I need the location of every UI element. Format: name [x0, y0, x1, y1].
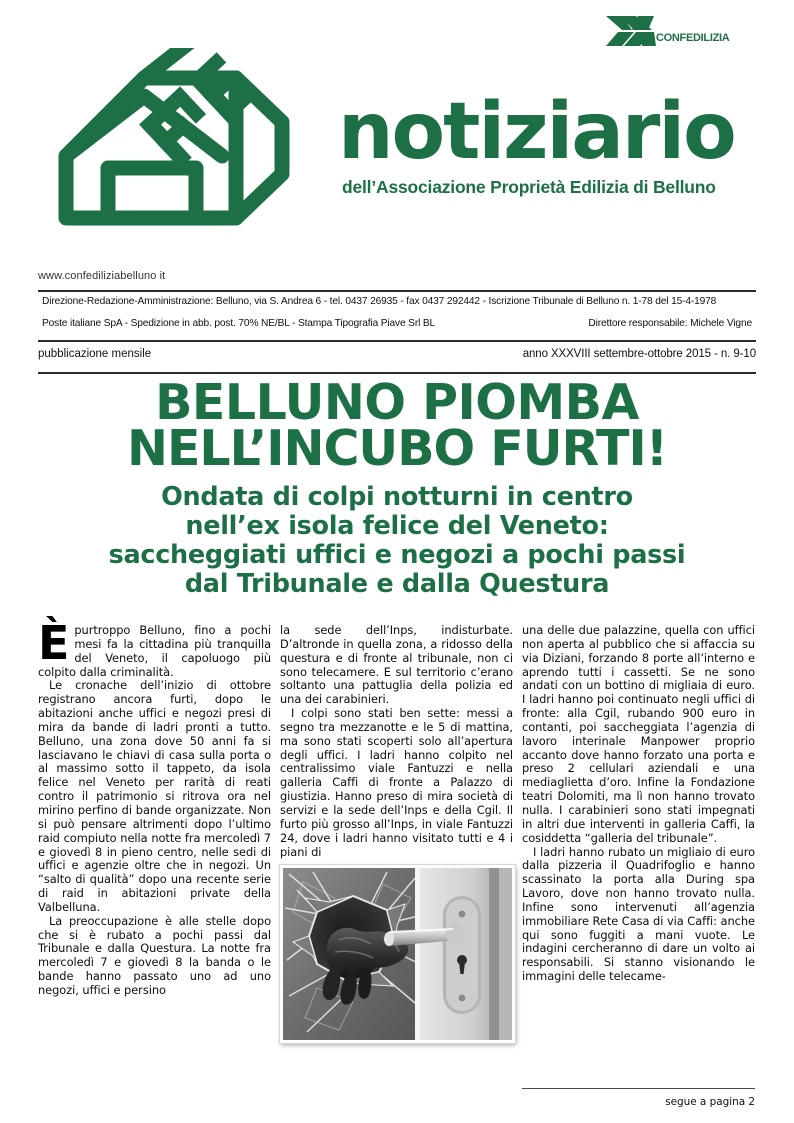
paragraph: I ladri hanno rubato un migliaio di euro dalla pizzeria il Quadrifoglio e hanno scassinato la porta alla During spa Lavoro, dove non hanno trovato nulla. Infine sono intervenuti all’agenzia immobiliare Rete Casa di via Caffi: anche qui sono fuggiti a mani vuote. Le indagini cercheranno di dare un volto ai responsabili. Si stanno visionando le immagini delle telecame-: [522, 844, 755, 984]
issue-line: [38, 348, 756, 360]
paragraph: I colpi sono stati ben sette: messi a segno tra mezzanotte e le 5 di mattina, ma sono stati scoperti solo all’apertura degli uffici. I ladri hanno colpito nel centralissimo viale Fantuzzi e nella galleria Caffi di fronte a Palazzo di giustizia. Hanno preso di mira società di servizi e la sede dell’Inps e della Cgil. Il furto più grosso all’Inps, in viale Fantuzzi 24, dove i ladri hanno visitato tutti e 4 i piani di: [280, 706, 513, 859]
colophon-line-1: Direzione-Redazione-Amministrazione: Belluno, via S. Andrea 6 - tel. 0437 26935 - fax 0437 292442 - Iscrizione Tribunale di Belluno n. 1-78 del 15-4-1978: [42, 296, 717, 307]
colophon-line-2: [42, 318, 752, 329]
article-column-2: [280, 624, 513, 1114]
subhead-line-1: Ondata di colpi notturni in centro: [161, 482, 633, 512]
publication-title: notiziario: [338, 87, 735, 177]
publication-subtitle: dell’Associazione Proprietà Edilizia di Belluno: [342, 177, 716, 198]
ape-house-logo: [46, 48, 302, 253]
article-headline: [0, 374, 794, 477]
paragraph: [38, 616, 271, 679]
paragraph: la sede dell’Inps, indisturbate. D’altronde in quella zona, a ridosso della questura e di fronte al tribunale, non ci sono telecamere. E sul territorio c’erano soltanto una pattuglia della polizia ed una dei carabinieri.: [280, 623, 513, 707]
headline-line-2: NELL’INCUBO FURTI!: [126, 419, 668, 477]
colophon-postal-info: Poste italiane SpA - Spedizione in abb. post. 70% NE/BL - Stampa Tipografia Piave Srl BL: [42, 318, 436, 329]
article-subhead: [0, 483, 794, 599]
colophon-director: Direttore responsabile: Michele Vigne: [588, 318, 752, 329]
confedilizia-wordmark: CONFEDILIZIA: [656, 32, 730, 44]
article-column-1: [38, 616, 271, 1114]
continuation-rule: [522, 1088, 755, 1089]
rule-top: [38, 290, 756, 292]
paragraph: una delle due palazzine, quella con uffici non aperta al pubblico che si affaccia su via Diziani, forzando 8 porte all’interno e aprendo tutti i cassetti. Se ne sono andati con un bottino di migliaia di euro. I ladri hanno poi continuato negli uffici di fronte: alla Cgil, rubando 900 euro in contanti, poi saccheggiata l’agenzia di lavoro interinale Manpower proprio accanto dove hanno forzato una porta e preso 2 cellulari aziendali e una mediaglietta d’oro. Infine la Fondazione teatri Dolomiti, ma lì non hanno trovato nulla. I carabinieri sono stati impegnati in altri due interventi in galleria Caffi, la cosiddetta “galleria del tribunale”.: [522, 623, 755, 845]
headline-line-1: BELLUNO PIOMBA: [155, 374, 639, 431]
drop-cap: È: [38, 616, 70, 670]
article-body: [38, 616, 756, 1114]
confedilizia-logo: [604, 12, 754, 54]
article-column-3: [522, 624, 755, 1114]
broken-glass-burglary-photo: [283, 868, 512, 1040]
continuation-note: segue a pagina 2: [665, 1096, 755, 1109]
paragraph-text: purtroppo Belluno, fino a pochi mesi fa la cittadina più tranquilla del Veneto, il capoluogo più colpito dalla criminalità.: [38, 623, 271, 679]
paragraph: Le cronache dell’inizio di ottobre registrano ancora furti, dopo le abitazioni anche uffici e negozi presi di mira da bande di ladri pronti a tutto. Belluno, una zona dove 50 anni fa si lasciavano le chiavi di casa sulla porta o al massimo sotto il tappeto, da isola felice nel Veneto per rarità di reati contro il patrimonio si ritrova ora nel mirino perfino di bande organizzate. Non si può pensare altrimenti dopo l’ultimo raid compiuto nella notte fra mercoledì 7 e giovedì 8 in pieno centro, nelle sedi di uffici e agenzie oltre che in negozi. Un “salto di qualità” dopo una recente serie di raid in abitazioni private della Valbelluna.: [38, 678, 271, 914]
masthead: [38, 0, 756, 230]
periodicity-label: pubblicazione mensile: [38, 348, 152, 360]
paragraph: La preoccupazione è alle stelle dopo che si è rubato a pochi passi dal Tribunale e dalla Questura. La notte fra mercoledì 7 e giovedì 8 la banda o le bande hanno passato uno ad uno negozi, uffici e persino: [38, 913, 271, 997]
article-photo: [280, 865, 515, 1043]
subhead-line-3: saccheggiati uffici e negozi a pochi passi: [108, 540, 686, 571]
subhead-line-4: dal Tribunale e dalla Questura: [184, 569, 610, 600]
subhead-line-2: nell’ex isola felice del Veneto:: [185, 511, 609, 542]
rule-middle: [38, 340, 756, 342]
nameplate-block: [338, 87, 794, 198]
website-url[interactable]: www.confediliziabelluno it: [38, 270, 166, 282]
issue-number: anno XXXVIII settembre-ottobre 2015 - n. 9-10: [522, 348, 756, 360]
